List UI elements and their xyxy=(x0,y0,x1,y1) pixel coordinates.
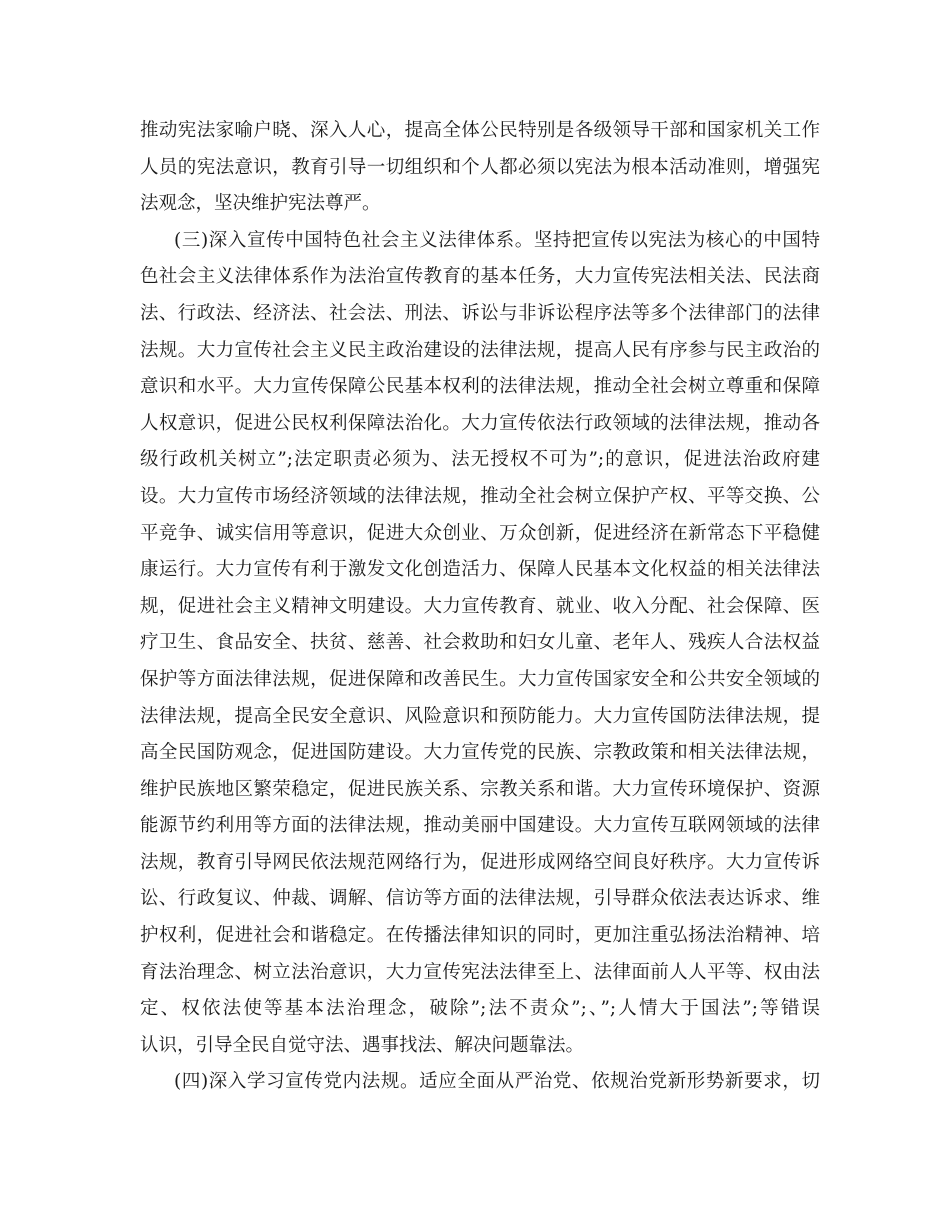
text-line: 定、权依法使等基本法治理念，破除”;法不责众”;、”;人情大于国法”;等错误 xyxy=(140,998,820,1020)
text-line: 护权利，促进社会和谐稳定。在传播法律知识的同时，更加注重弘扬法治精神、培 xyxy=(140,925,820,947)
text-line: 认识，引导全民自觉守法、遇事找法、解决问题靠法。 xyxy=(140,1034,585,1056)
text-line: 法、行政法、经济法、社会法、刑法、诉讼与非诉讼程序法等多个法律部门的法律 xyxy=(140,302,820,324)
text-line: 保护等方面法律法规，促进保障和改善民生。大力宣传国家安全和公共安全领域的 xyxy=(140,668,820,690)
section-heading-line: (四)深入学习宣传党内法规。适应全面从严治党、依规治党新形势新要求，切 xyxy=(174,1071,820,1093)
text-line: 推动宪法家喻户晓、深入人心，提高全体公民特别是各级领导干部和国家机关工作 xyxy=(140,120,820,141)
text-line: 平竞争、诚实信用等意识，促进大众创业、万众创新，促进经济在新常态下平稳健 xyxy=(140,522,820,544)
text-line: 康运行。大力宣传有利于激发文化创造活力、保障人民基本文化权益的相关法律法 xyxy=(140,559,820,581)
text-line: 级行政机关树立”;法定职责必须为、法无授权不可为”;的意识，促进法治政府建 xyxy=(140,449,820,471)
text-line: 能源节约利用等方面的法律法规，推动美丽中国建设。大力宣传互联网领域的法律 xyxy=(140,815,820,837)
text-line: 高全民国防观念，促进国防建设。大力宣传党的民族、宗教政策和相关法律法规， xyxy=(140,742,820,764)
text-line: 法观念，坚决维护宪法尊严。 xyxy=(140,193,381,215)
document-body xyxy=(140,113,820,1101)
text-line: 人员的宪法意识，教育引导一切组织和个人都必须以宪法为根本活动准则，增强宪 xyxy=(140,156,820,178)
text-line: 规，促进社会主义精神文明建设。大力宣传教育、就业、收入分配、社会保障、医 xyxy=(140,595,820,617)
section-heading-line: (三)深入宣传中国特色社会主义法律体系。坚持把宣传以宪法为核心的中国特 xyxy=(174,229,820,251)
text-line: 意识和水平。大力宣传保障公民基本权利的法律法规，推动全社会树立尊重和保障 xyxy=(140,376,820,398)
text-line: 法律法规，提高全民安全意识、风险意识和预防能力。大力宣传国防法律法规，提 xyxy=(140,705,820,727)
text-line: 疗卫生、食品安全、扶贫、慈善、社会救助和妇女儿童、老年人、残疾人合法权益 xyxy=(140,632,820,654)
text-line: 育法治理念、树立法治意识，大力宣传宪法法律至上、法律面前人人平等、权由法 xyxy=(140,961,820,983)
text-line: 设。大力宣传市场经济领域的法律法规，推动全社会树立保护产权、平等交换、公 xyxy=(140,485,820,507)
text-line: 维护民族地区繁荣稳定，促进民族关系、宗教关系和谐。大力宣传环境保护、资源 xyxy=(140,778,820,800)
text-line: 法规。大力宣传社会主义民主政治建设的法律法规，提高人民有序参与民主政治的 xyxy=(140,339,820,361)
text-line: 色社会主义法律体系作为法治宣传教育的基本任务，大力宣传宪法相关法、民法商 xyxy=(140,266,820,288)
text-line: 法规，教育引导网民依法规范网络行为，促进形成网络空间良好秩序。大力宣传诉 xyxy=(140,851,820,873)
text-line: 讼、行政复议、仲裁、调解、信访等方面的法律法规，引导群众依法表达诉求、维 xyxy=(140,888,820,910)
text-line: 人权意识，促进公民权利保障法治化。大力宣传依法行政领域的法律法规，推动各 xyxy=(140,412,820,434)
